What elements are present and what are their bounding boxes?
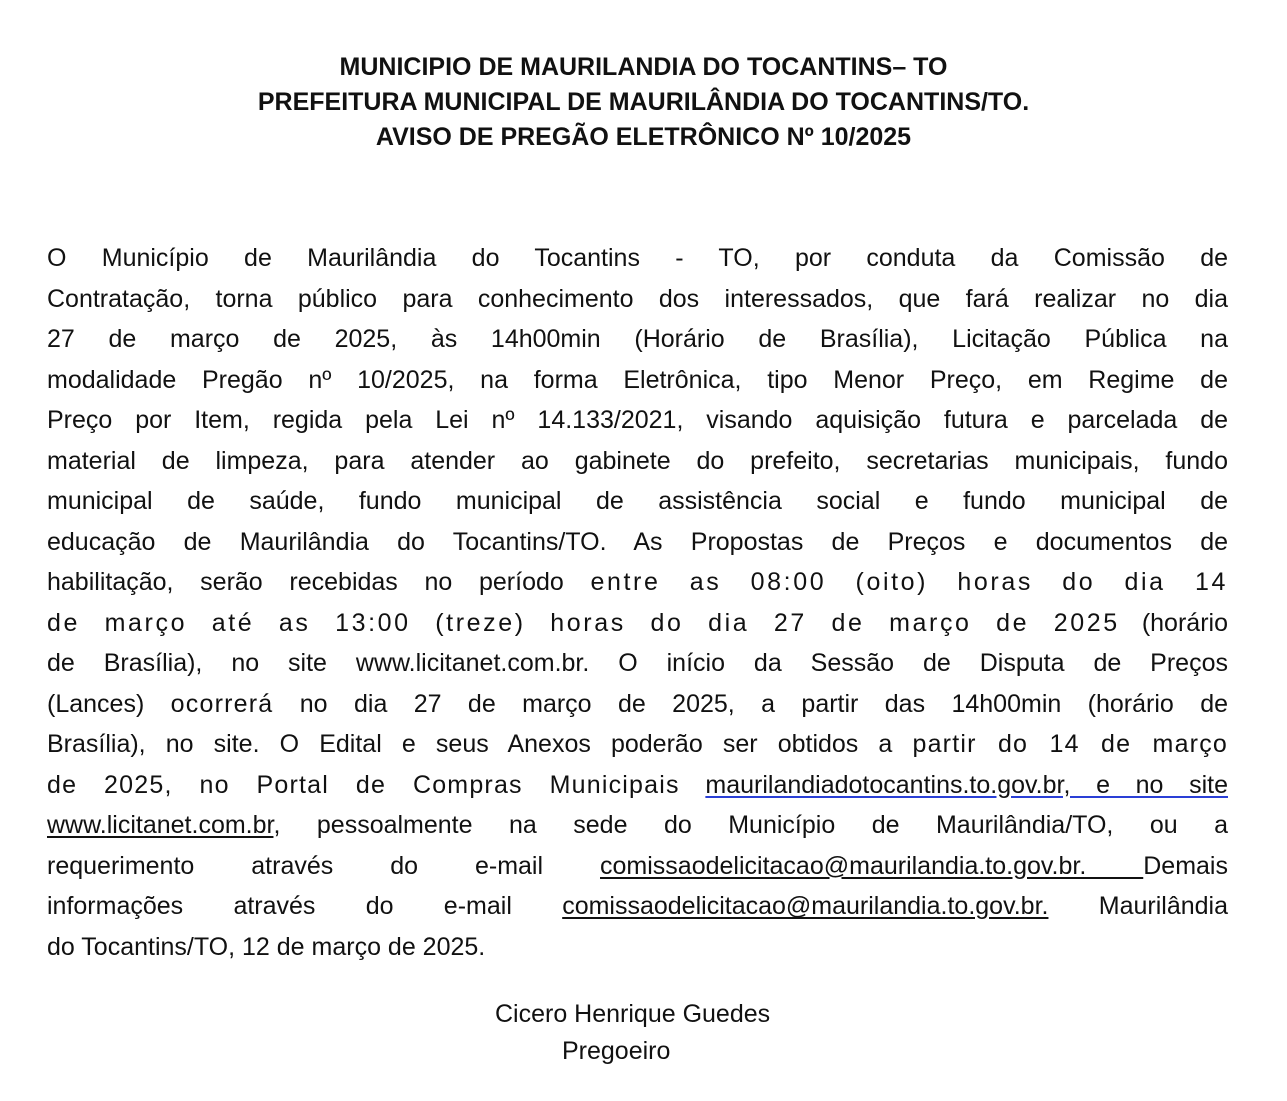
notice-line bbox=[47, 603, 1228, 644]
notice-line bbox=[47, 684, 1228, 725]
notice-line: de Brasília), no site www.licitanet.com.br. O início da Sessão de Disputa de Preços bbox=[47, 649, 1228, 677]
header-notice-title: AVISO DE PREGÃO ELETRÔNICO Nº 10/2025 bbox=[375, 123, 912, 151]
notice-line: educação de Maurilândia do Tocantins/TO. As Propostas de Preços e documentos de bbox=[47, 527, 1228, 556]
notice-line bbox=[47, 805, 1228, 846]
signatory-name: Cicero Henrique Guedes bbox=[495, 1000, 771, 1028]
notice-text: no dia 27 de março de 2025, a partir das 14h00min (horário de bbox=[299, 689, 1229, 718]
signatory-role: Pregoeiro bbox=[562, 1037, 671, 1065]
notice-line: 27 de março de 2025, às 14h00min (Horário de Brasília), Licitação Pública na bbox=[47, 325, 1228, 353]
notice-text-spaced: entre as 08:00 (oito) horas do dia 14 bbox=[590, 568, 1228, 596]
notice-text: Brasília), no site. O Edital e seus Anexos poderão ser obtidos a bbox=[47, 730, 893, 758]
notice-text: Maurilândia bbox=[1098, 892, 1229, 920]
header-prefecture: PREFEITURA MUNICIPAL DE MAURILÂNDIA DO TOCANTINS/TO. bbox=[257, 88, 1030, 116]
notice-text: (Lances) bbox=[47, 689, 145, 718]
notice-line bbox=[47, 846, 1228, 887]
notice-text: requerimento através do e-mail bbox=[47, 851, 544, 880]
notice-text: informações através do e-mail bbox=[47, 892, 512, 920]
notice-text-spaced: partir do 14 de março bbox=[912, 730, 1228, 758]
notice-line: Preço por Item, regida pela Lei nº 14.133/2021, visando aquisição futura e parcelada de bbox=[47, 406, 1228, 434]
email-link[interactable]: comissaodelicitacao@maurilandia.to.gov.br. bbox=[600, 851, 1144, 880]
notice-line: do Tocantins/TO, 12 de março de 2025. bbox=[47, 932, 486, 961]
notice-text-spaced: ocorrerá bbox=[170, 689, 274, 718]
notice-line bbox=[47, 765, 1228, 806]
header-municipality: MUNICIPIO DE MAURILANDIA DO TOCANTINS– TO bbox=[339, 53, 948, 81]
notice-body bbox=[47, 238, 1228, 967]
notice-line bbox=[47, 886, 1228, 927]
notice-line: modalidade Pregão nº 10/2025, na forma Eletrônica, tipo Menor Preço, em Regime de bbox=[47, 365, 1228, 394]
notice-line bbox=[47, 724, 1228, 765]
notice-line: municipal de saúde, fundo municipal de assistência social e fundo municipal de bbox=[47, 487, 1228, 515]
email-link[interactable]: comissaodelicitacao@maurilandia.to.gov.br. bbox=[562, 892, 1049, 920]
notice-text: habilitação, serão recebidas no período bbox=[47, 568, 564, 596]
notice-line bbox=[47, 562, 1228, 603]
notice-line: Contratação, torna público para conhecimento dos interessados, que fará realizar no dia bbox=[47, 284, 1228, 313]
notice-line: O Município de Maurilândia do Tocantins - TO, por conduta da Comissão de bbox=[47, 244, 1228, 272]
notice-text-spaced: de 2025, no Portal de Compras Municipais bbox=[47, 770, 680, 799]
notice-text: Demais bbox=[1143, 851, 1228, 880]
licitanet-link[interactable]: www.licitanet.com.br bbox=[47, 811, 274, 839]
notice-text-spaced: de março até as 13:00 (treze) horas do dia 27 de março de 2025 bbox=[47, 608, 1120, 637]
notice-line: material de limpeza, para atender ao gabinete do prefeito, secretarias municipais, fundo bbox=[47, 446, 1228, 475]
document-header bbox=[0, 50, 1287, 155]
portal-link[interactable]: maurilandiadotocantins.to.gov.br, e no site bbox=[705, 770, 1228, 799]
notice-text: (horário bbox=[1141, 608, 1228, 637]
notice-text: , pessoalmente na sede do Município de Maurilândia/TO, ou a bbox=[273, 811, 1228, 839]
